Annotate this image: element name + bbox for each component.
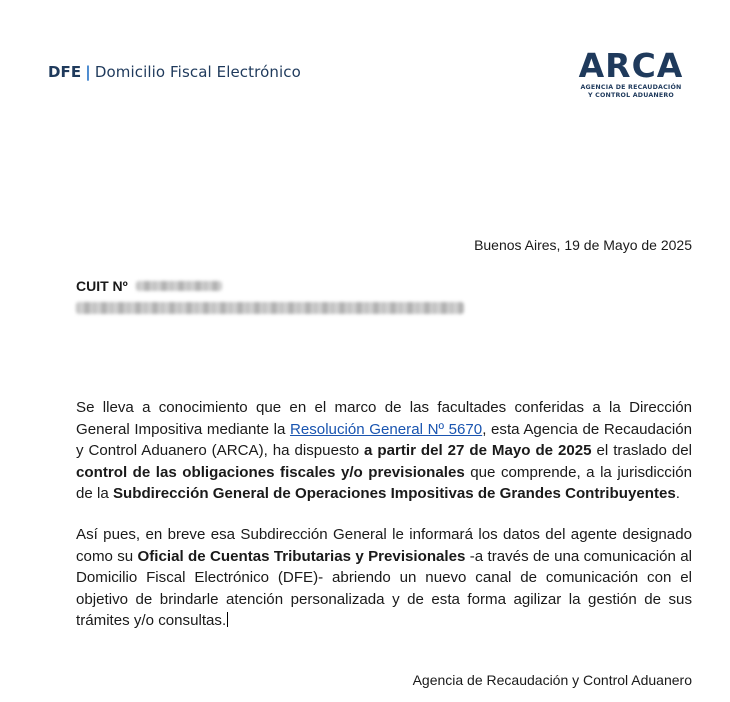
logo-subtitle-line2: Y CONTROL ADUANERO	[588, 92, 674, 99]
paragraph1-text-2: , esta Agencia de Recaudación y Control Aduanero (ARCA), ha dispuesto	[76, 420, 692, 459]
paragraph-notice	[76, 397, 692, 505]
paragraph1-text-1: Se lleva a conocimiento que en el marco de las facultades conferidas a la Dirección General Impositiva mediante la	[76, 399, 692, 438]
cuit-line	[76, 278, 222, 294]
paragraph1-text-4: que comprende, a la jurisdicción de la	[76, 463, 692, 502]
resolution-link[interactable]: Resolución General Nº 5670	[289, 420, 483, 438]
paragraph2-text-2: -a través de una comunicación al Domicilio Fiscal Electrónico (DFE)- abriendo un nuevo canal de comunicación con el objetivo de brindarle atención personalizada y de esta forma agilizar la gestión de sus trámites y/o consultas.	[76, 547, 692, 629]
redacted-cuit-number	[136, 281, 222, 291]
paragraph1-bold-subdireccion: Subdirección General de Operaciones Impositivas de Grandes Contribuyentes	[112, 485, 676, 502]
document-header-title	[48, 63, 301, 81]
paragraph1-text-5: .	[675, 485, 680, 502]
paragraph-information	[76, 524, 692, 632]
paragraph1-bold-obligations: control de las obligaciones fiscales y/o previsionales	[76, 463, 465, 481]
header-title-text: Domicilio Fiscal Electrónico	[94, 63, 301, 81]
cuit-label: CUIT Nº	[76, 278, 128, 294]
logo-subtitle-line1: AGENCIA DE RECAUDACIÓN	[580, 84, 682, 91]
text-cursor	[227, 612, 228, 627]
logo-wordmark: ARCA	[578, 46, 684, 85]
paragraph2-text-1: Así pues, en breve esa Subdirección General le informará los datos del agente designado como su	[76, 526, 692, 565]
header-dfe-acronym: DFE	[48, 63, 82, 81]
paragraph2-bold-oficial: Oficial de Cuentas Tributarias y Previsionales	[137, 547, 466, 565]
header-separator: |	[85, 63, 91, 81]
arca-logo	[570, 48, 692, 100]
paragraph1-text-3: el traslado del	[591, 442, 692, 459]
redacted-taxpayer-name	[76, 302, 464, 314]
paragraph1-bold-date: a partir del 27 de Mayo de 2025	[364, 442, 592, 459]
document-date: Buenos Aires, 19 de Mayo de 2025	[474, 237, 692, 253]
document-signature: Agencia de Recaudación y Control Aduanero	[412, 672, 692, 688]
